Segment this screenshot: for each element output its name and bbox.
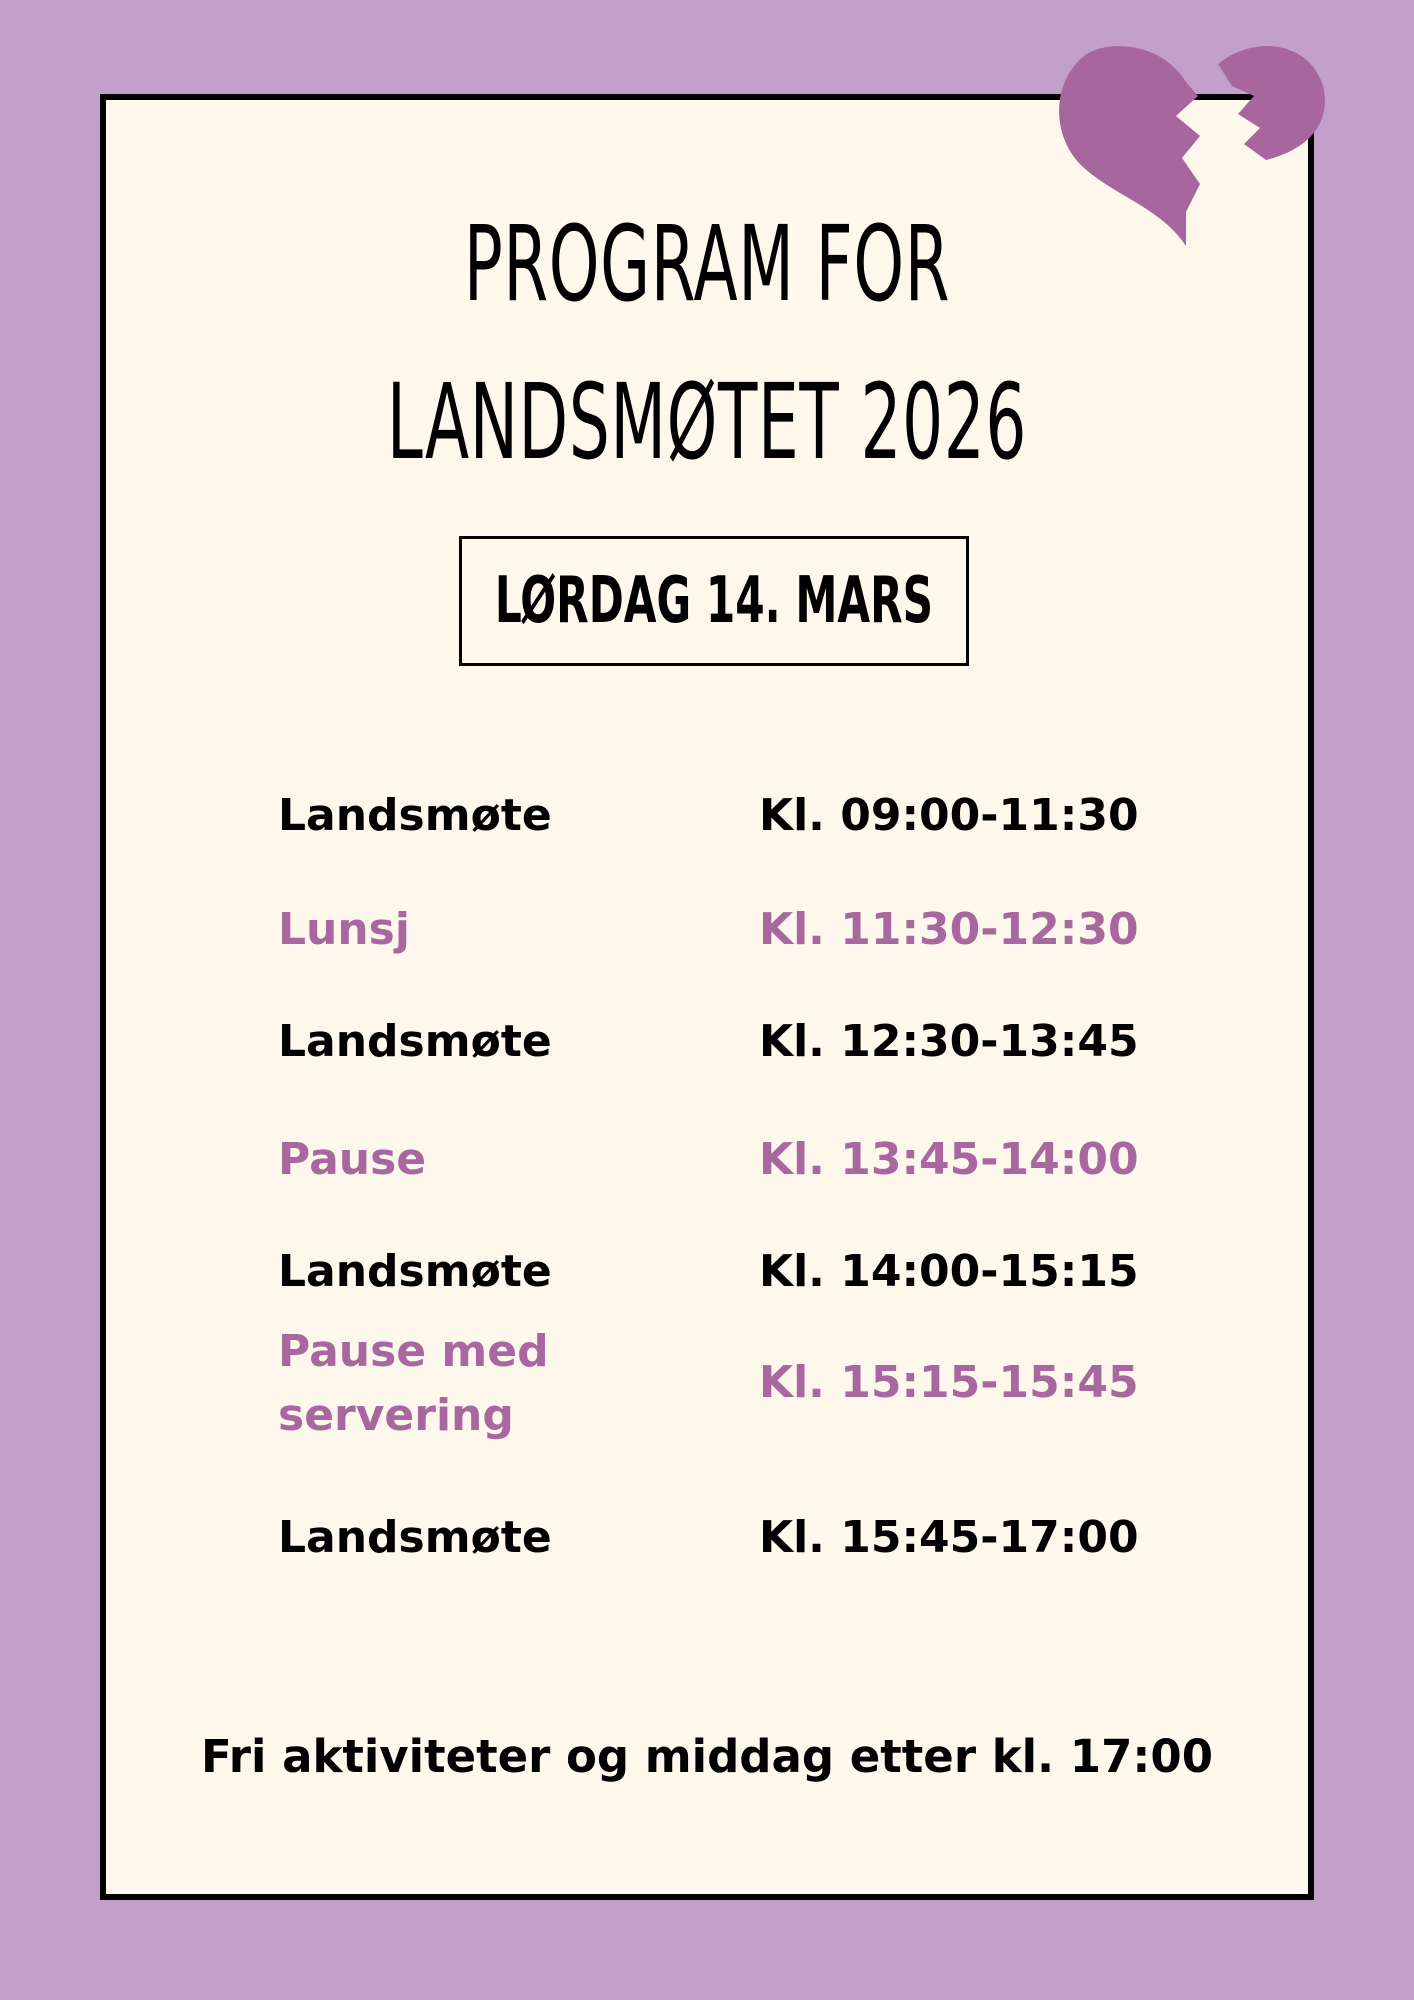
schedule-item-time: Kl. 12:30-13:45 [759,1016,1139,1067]
schedule-item-name-line-2: servering [278,1390,514,1441]
title-line-1: PROGRAM FOR [463,203,951,325]
schedule-item-name: Landsmøte [278,1016,552,1067]
schedule-item-time: Kl. 09:00-11:30 [759,790,1139,841]
heart-left-half [1059,46,1200,246]
schedule-item-name-line-1: Pause med [278,1326,549,1377]
heart-right-half [1218,46,1325,160]
schedule-item-name: Pause [278,1134,427,1185]
schedule-item-name: Lunsj [278,904,410,955]
schedule-item-time: Kl. 14:00-15:15 [759,1246,1139,1297]
schedule-item-name: Landsmøte [278,1512,552,1563]
schedule-item-time: Kl. 11:30-12:30 [759,904,1139,955]
title-line-2: LANDSMØTET 2026 [386,361,1028,483]
schedule-item-time: Kl. 15:45-17:00 [759,1512,1139,1563]
date-label: LØRDAG 14. MARS [494,564,934,638]
schedule-item-time: Kl. 15:15-15:45 [759,1357,1139,1408]
program-card [100,94,1314,1900]
broken-heart-icon [1048,34,1330,250]
schedule-item-name: Landsmøte [278,1246,552,1297]
footer-note: Fri aktiviteter og middag etter kl. 17:00 [200,1730,1214,1783]
schedule-item-name: Landsmøte [278,790,552,841]
schedule-item-time: Kl. 13:45-14:00 [759,1134,1139,1185]
date-box [459,536,969,666]
